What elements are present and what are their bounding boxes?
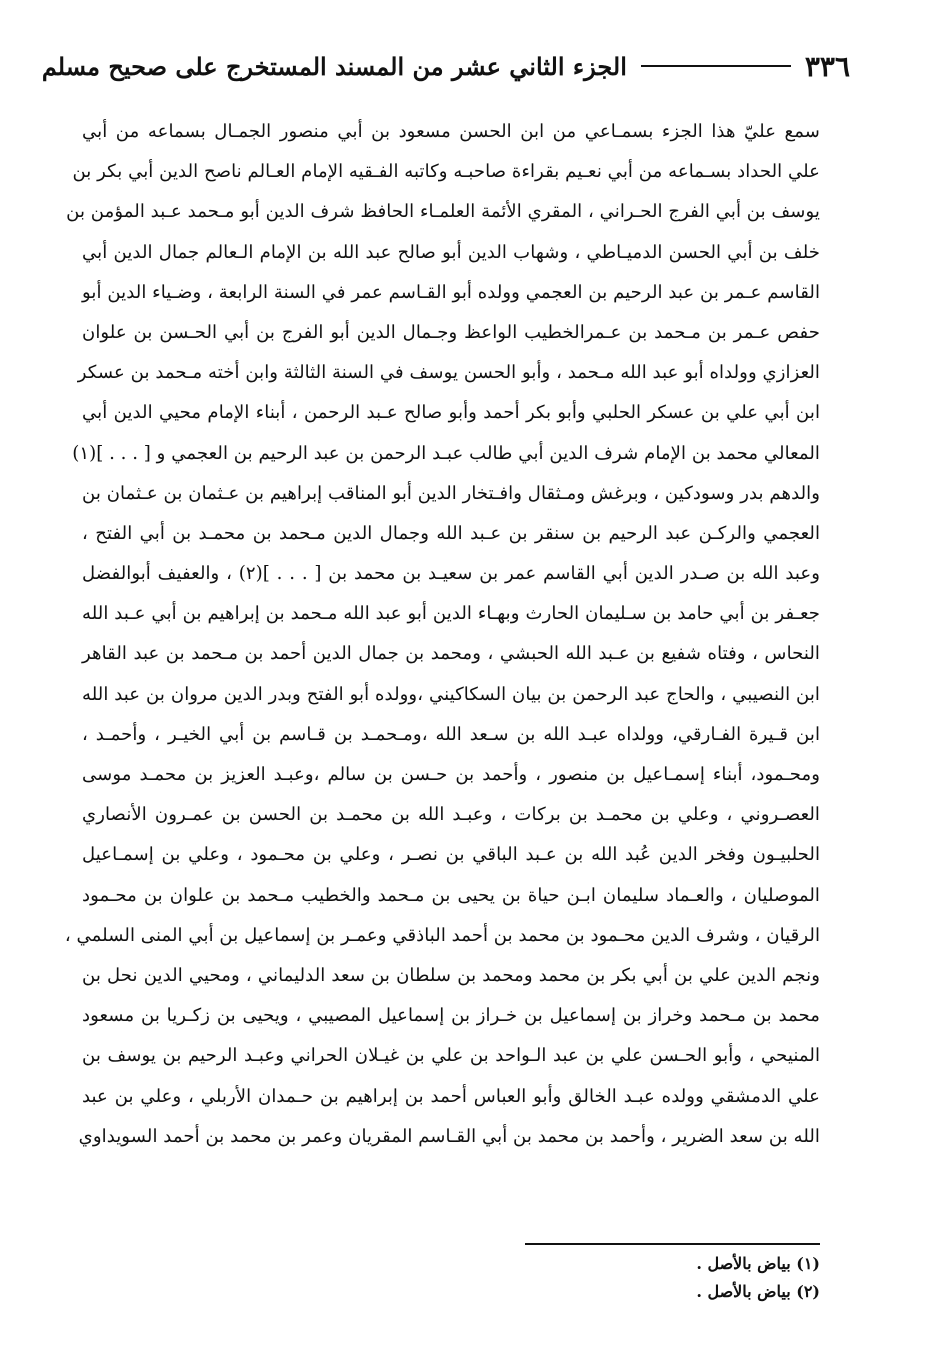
text-line: وعبد الله بن صـدر الدين أبي القاسم عمر بن سعيـد بن محمد بن [ . . . ](٢) ، والعفيف أبوالفضل [82,563,820,585]
footnote: (١) بياض بالأصل . [696,1254,820,1273]
text-line: ومحـمود، أبناء إسمـاعيل بن منصور ، وأحمد بن حـسن بن سالم ،وعبـد العزيز بن محمـد موسى [82,764,820,785]
page-number: ٣٣٦ [804,49,850,83]
footnotes [420,1250,820,1306]
text-line: المعالي محمد بن الإمام شرف الدين أبي طالب عبـد الرحمن بن عبد الرحيم بن العجمي و [ . . . ](١) [72,442,820,464]
text-line: العجمي والركـن عبد الرحيم بن سنقر بن عـبد الله وجمال الدين مـحمد بن محمـد بن أبي الفتح ، [82,522,820,544]
text-line: والدهم بدر وسودكين ، وبرغش ومـثقال وافـتخار الدين أبو المناقب إبراهيم بن عـثمان بن عـثمان بن [82,482,820,504]
header-rule [641,65,791,67]
text-line: القاسم عـمر بن عبد الرحيم بن العجمي وولده أبو القـاسم عمر في السنة الرابعة ، وضـياء الدين أبو [82,281,820,303]
text-line: يوسف بن أبي الفرج الحـراني ، المقري الأئمة العلمـاء الحافظ شرف الدين أبو مـحمد عـبد المؤمن بن [66,201,820,223]
text-line: العصـروني ، وعلي بن محمـد بن بركات ، وعبـد الله بن محمـد بن الحسن بن عمـرون الأنصاري [82,804,820,826]
page-header [41,42,850,90]
text-line: ابن النصيبي ، والحاج عبد الرحمن بن بيان السكاكيني ،وولده أبو الفتح وبدر الدين مروان بن عبد الله [82,683,820,705]
text-line: خلف بن أبي الحسن الدميـاطي ، وشهاب الدين أبو صالح عبد الله بن الإمام الـعالم جمال الدين أبي [82,241,820,263]
text-line: حفص عـمر بن مـحمد بن عـمرالخطيب الواعظ وجـمال الدين أبو الفرج بن أبي الحـسن بن علوان [82,321,820,343]
text-line: ابن قـيرة الفـارقي، وولداه عبـد الله بن سـعد الله ،ومـحمـد بن قـاسم بن أبي الخيـر ، وأحمـد ، [82,723,820,745]
text-line: الرقيان ، وشرف الدين محـمود بن محمد بن أحمد الباذقي وعمـر بن إسماعيل بن أبي المنى السلمي ، [64,924,820,946]
text-line: محمد بن مـحمد وخراز بن إسماعيل بن خـراز بن إسماعيل المصيبي ، ويحيى بن زكـريا بن مسعود [82,1005,820,1027]
text-line: العزازي وولداه أبو عبد الله مـحمد ، وأبو الحسن يوسف في السنة الثالثة وابن أخته مـحمد بن عسكر [77,362,820,384]
text-line: ونجم الدين علي بن أبي بكر بن محمد ومحمد بن سلطان بن سعد الدليماني ، ومحيي الدين نحل بن [82,964,820,986]
text-line: الله بن سعد الضرير ، وأحمد بن محمد بن أبي القـاسم المقريان وعمر بن محمد بن أحمد السويداوي [78,1125,820,1147]
text-line: الموصليان ، والعـماد سليمان ابـن حياة بن يحيى بن مـحمد والخطيب مـحمد بن علوان بن محـمود [82,884,820,906]
footnote-divider [525,1243,820,1245]
body-text [64,112,820,1157]
text-line: علي الدمشقي وولده عبـد الخالق وأبو العباس أحمد بن إبراهيم بن حـمدان الأربلي ، وعلي بن عبد [82,1085,820,1107]
text-line: ابن أبي علي بن عسكر الحلبي وأبو بكر أحمد وأبو صالح عـبد الرحمن ، أبناء الإمام محيي الدين أبي [82,402,820,424]
footnote: (٢) بياض بالأصل . [696,1282,820,1301]
text-line: المنيحي ، وأبو الحـسن علي بن عبد الـواحد بن علي بن غيـلان الحراني وعبـد الرحيم بن يوسف بن [82,1045,820,1067]
text-line: علي الحداد بسـماعه من أبي نعـيم بقراءة صاحبـه وكاتبه الفـقيه الإمام العـالم ناصح الدين أبي بكر بن [72,161,820,183]
running-title: الجزء الثاني عشر من المسند المستخرج على صحيح مسلم [41,51,627,81]
text-line: النحاس ، وفتاه شفيع بن عـبد الله الحبشي ، ومحمد بن جمال الدين أحمد بن مـحمد بن عبد القاهر [82,643,820,665]
text-line: جعـفر بن أبي حامد بن سـليمان الحارث وبهـاء الدين أبو عبد الله مـحمد بن إبراهيم بن أبي عـبد الله [82,603,820,625]
text-line: الحلبيـون وفخر الدين عُبد الله بن عـبد الباقي بن نصـر ، وعلي بن محـمود ، وعلي بن إسمـاعيل [82,844,820,866]
text-line: سمع عليّ هذا الجزء بسمـاعي من ابن الحسن مسعود بن أبي منصور الجمـال بسماعه من أبي [82,121,820,142]
